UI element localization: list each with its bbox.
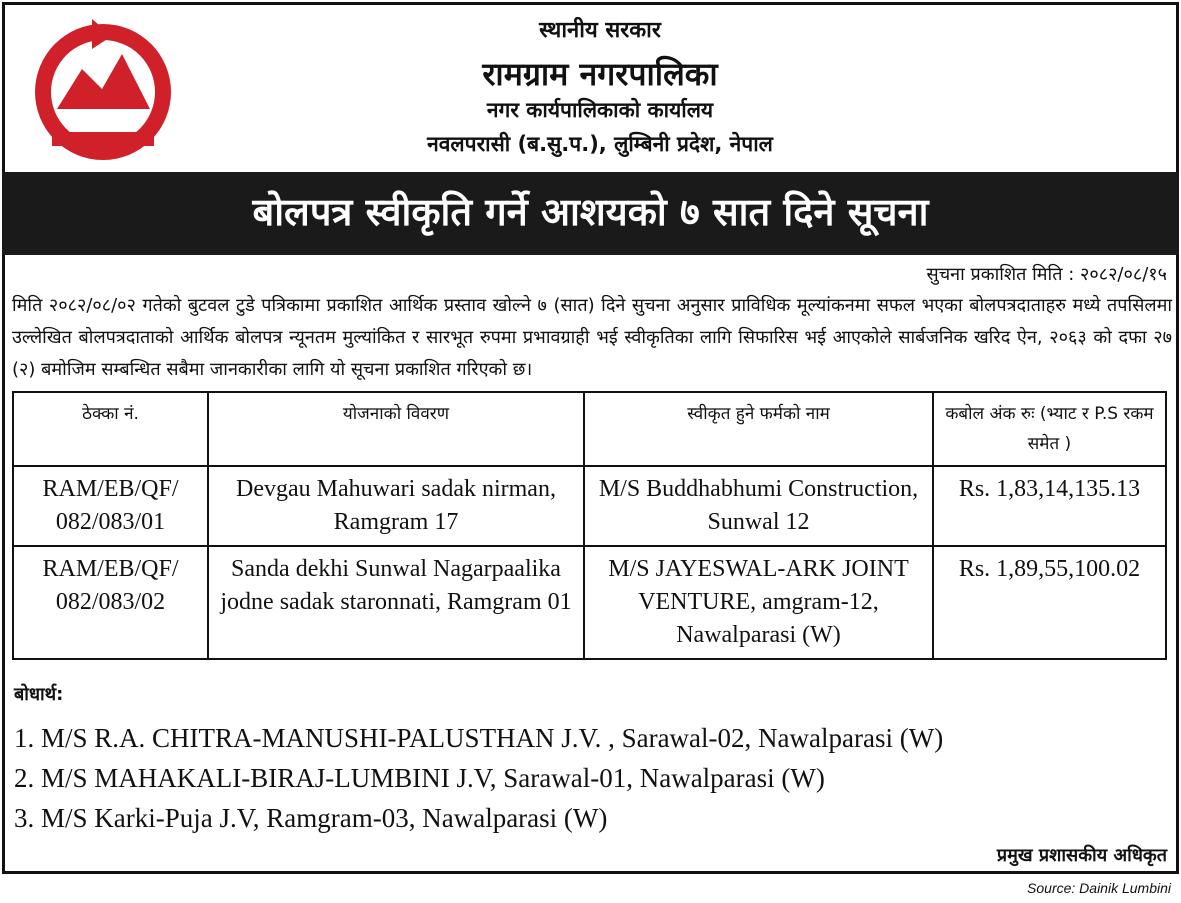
amount: Rs. 1,89,55,100.02 — [933, 546, 1166, 659]
header-line1: स्थानीय सरकार — [539, 18, 661, 43]
source-credit: Source: Dainik Lumbini — [1027, 880, 1171, 896]
recipient-list — [14, 718, 943, 838]
header-line3: नगर कार्यपालिकाको कार्यालय — [486, 98, 714, 122]
project: Devgau Mahuwari sadak nirman, Ramgram 17 — [208, 466, 584, 546]
signatory: प्रमुख प्रशासकीय अधिकृत — [996, 845, 1167, 866]
table-row — [13, 466, 1166, 546]
amount: Rs. 1,83,14,135.13 — [933, 466, 1166, 546]
list-item: 2. M/S MAHAKALI-BIRAJ-LUMBINI J.V, Sarawal-01, Nawalparasi (W) — [14, 763, 825, 793]
table-row — [13, 546, 1166, 659]
table-header-row — [13, 392, 1166, 466]
header-address: नवलपरासी (ब.सु.प.), लुम्बिनी प्रदेश, नेपाल — [427, 132, 773, 156]
col-firm: स्वीकृत हुने फर्मको नाम — [584, 392, 933, 466]
notice-paragraph: मिति २०८२/०८/०२ गतेको बुटवल टुडे पत्रिकामा प्रकाशित आर्थिक प्रस्ताव खोल्ने ७ (सात) दिने सुचना अनुसार प्राविधिक मूल्यांकनमा सफल भएका बोलपत्रदाताहरु मध्ये तपसिलमा उल्लेखित बोलपत्रदाताको आर्थिक बोलपत्र न्यूनतम मुल्यांकित र सारभूत रुपमा प्रभावग्राही भई स्वीकृतिका लागि सिफारिस भई आएकोले सार्बजनिक खरिद ऐन, २०६३ को दफा २७ (२) बमोजिम सम्बन्धित सबैमा जानकारीका लागि यो सूचना प्रकाशित गरिएको छ। — [12, 295, 1172, 380]
publish-date: सुचना प्रकाशित मिति : २०८२/०८/१५ — [926, 264, 1167, 285]
notice-title: बोलपत्र स्वीकृति गर्ने आशयको ७ सात दिने सूचना — [2, 172, 1179, 255]
bodhartha-label: बोधार्थ: — [14, 684, 64, 705]
project: Sanda dekhi Sunwal Nagarpaalika jodne sadak staronnati, Ramgram 01 — [208, 546, 584, 659]
list-item: 1. M/S R.A. CHITRA-MANUSHI-PALUSTHAN J.V. , Sarawal-02, Nawalparasi (W) — [14, 723, 944, 753]
col-contract-no: ठेक्का नं. — [13, 392, 208, 466]
col-amount: कबोल अंक रुः (भ्याट र P.S रकम समेत ) — [933, 392, 1166, 466]
bid-table — [12, 391, 1167, 660]
nepal-emblem-icon — [12, 14, 194, 164]
contract-no: RAM/EB/QF/ 082/083/02 — [13, 546, 208, 659]
firm: M/S JAYESWAL-ARK JOINT VENTURE, amgram-12, Nawalparasi (W) — [584, 546, 933, 659]
municipality-name: रामग्राम नगरपालिका — [482, 55, 718, 93]
col-project: योजनाको विवरण — [208, 392, 584, 466]
list-item: 3. M/S Karki-Puja J.V, Ramgram-03, Nawalparasi (W) — [14, 803, 608, 833]
firm: M/S Buddhabhumi Construction, Sunwal 12 — [584, 466, 933, 546]
contract-no: RAM/EB/QF/ 082/083/01 — [13, 466, 208, 546]
